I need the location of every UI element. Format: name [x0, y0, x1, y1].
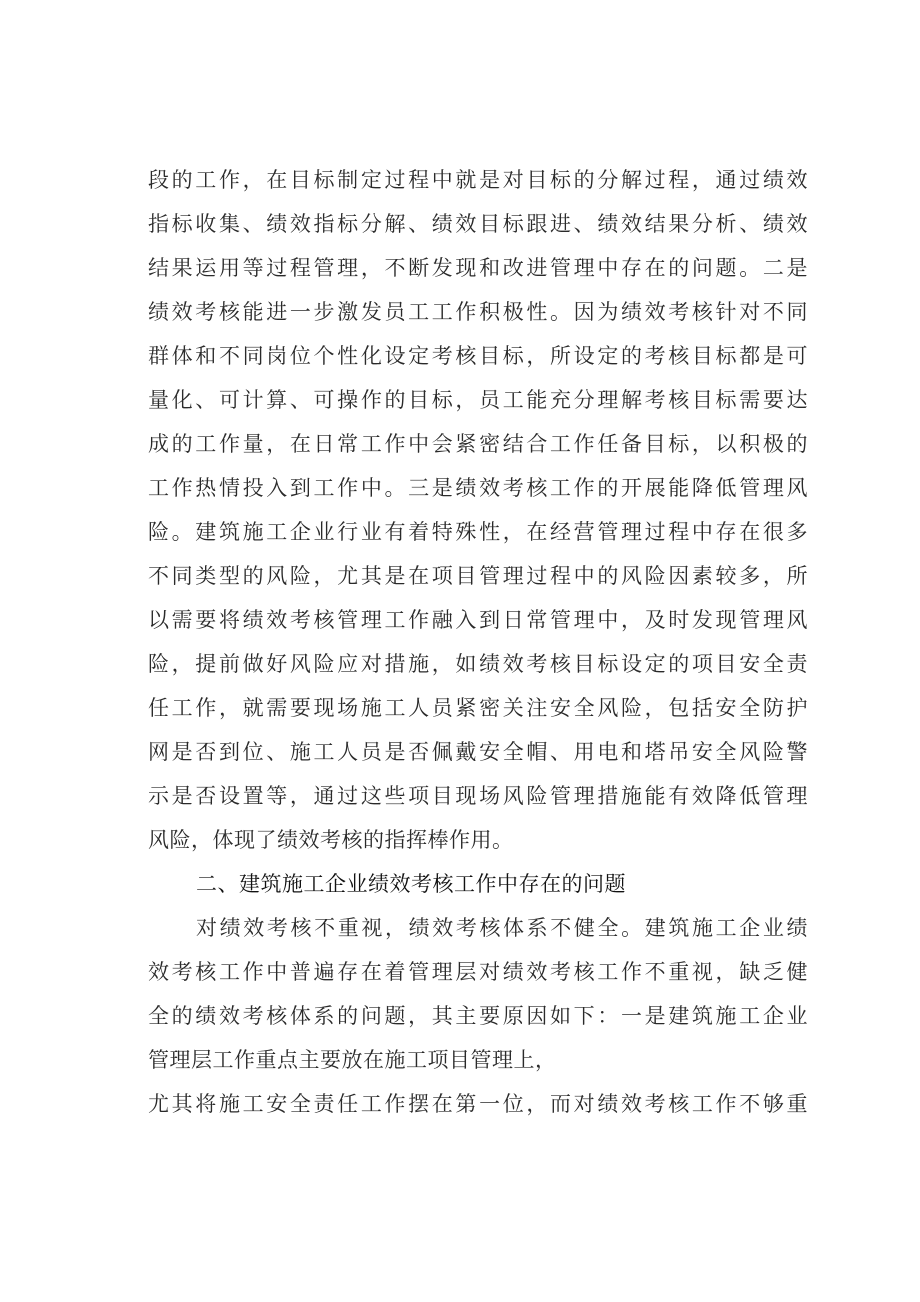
- paragraph-line: 效考核工作中普遍存在着管理层对绩效考核工作不重视，缺乏健: [148, 960, 808, 984]
- paragraph-line: 工作热情投入到工作中。三是绩效考核工作的开展能降低管理风: [148, 476, 808, 500]
- paragraph-line: 段的工作，在目标制定过程中就是对目标的分解过程，通过绩效: [148, 168, 808, 192]
- paragraph-line: 管理层工作重点主要放在施工项目管理上，: [148, 1048, 557, 1072]
- paragraph-line: 群体和不同岗位个性化设定考核目标，所设定的考核目标都是可: [148, 344, 808, 368]
- paragraph-line: 险。建筑施工企业行业有着特殊性，在经营管理过程中存在很多: [148, 520, 808, 544]
- paragraph-line: 指标收集、绩效指标分解、绩效目标跟进、绩效结果分析、绩效: [148, 212, 808, 236]
- paragraph-line: 绩效考核能进一步激发员工工作积极性。因为绩效考核针对不同: [148, 300, 808, 324]
- paragraph-line: 尤其将施工安全责任工作摆在第一位，而对绩效考核工作不够重: [148, 1092, 808, 1116]
- paragraph-line: 对绩效考核不重视，绩效考核体系不健全。建筑施工企业绩: [196, 916, 808, 940]
- paragraph-line: 险，提前做好风险应对措施，如绩效考核目标设定的项目安全责: [148, 652, 808, 676]
- paragraph-line: 不同类型的风险，尤其是在项目管理过程中的风险因素较多，所: [148, 564, 808, 588]
- paragraph-line: 以需要将绩效考核管理工作融入到日常管理中，及时发现管理风: [148, 608, 808, 632]
- paragraph-line: 风险，体现了绩效考核的指挥棒作用。: [148, 828, 514, 852]
- paragraph-line: 结果运用等过程管理，不断发现和改进管理中存在的问题。二是: [148, 256, 808, 280]
- paragraph-line: 全的绩效考核体系的问题，其主要原因如下：一是建筑施工企业: [148, 1004, 808, 1028]
- paragraph-line: 成的工作量，在日常工作中会紧密结合工作任备目标，以积极的: [148, 432, 808, 456]
- paragraph-line: 网是否到位、施工人员是否佩戴安全帽、用电和塔吊安全风险警: [148, 740, 808, 764]
- paragraph-line: 量化、可计算、可操作的目标，员工能充分理解考核目标需要达: [148, 388, 808, 412]
- section-heading: 二、建筑施工企业绩效考核工作中存在的问题: [196, 872, 626, 896]
- paragraph-line: 任工作，就需要现场施工人员紧密关注安全风险，包括安全防护: [148, 696, 808, 720]
- paragraph-line: 示是否设置等，通过这些项目现场风险管理措施能有效降低管理: [148, 784, 808, 808]
